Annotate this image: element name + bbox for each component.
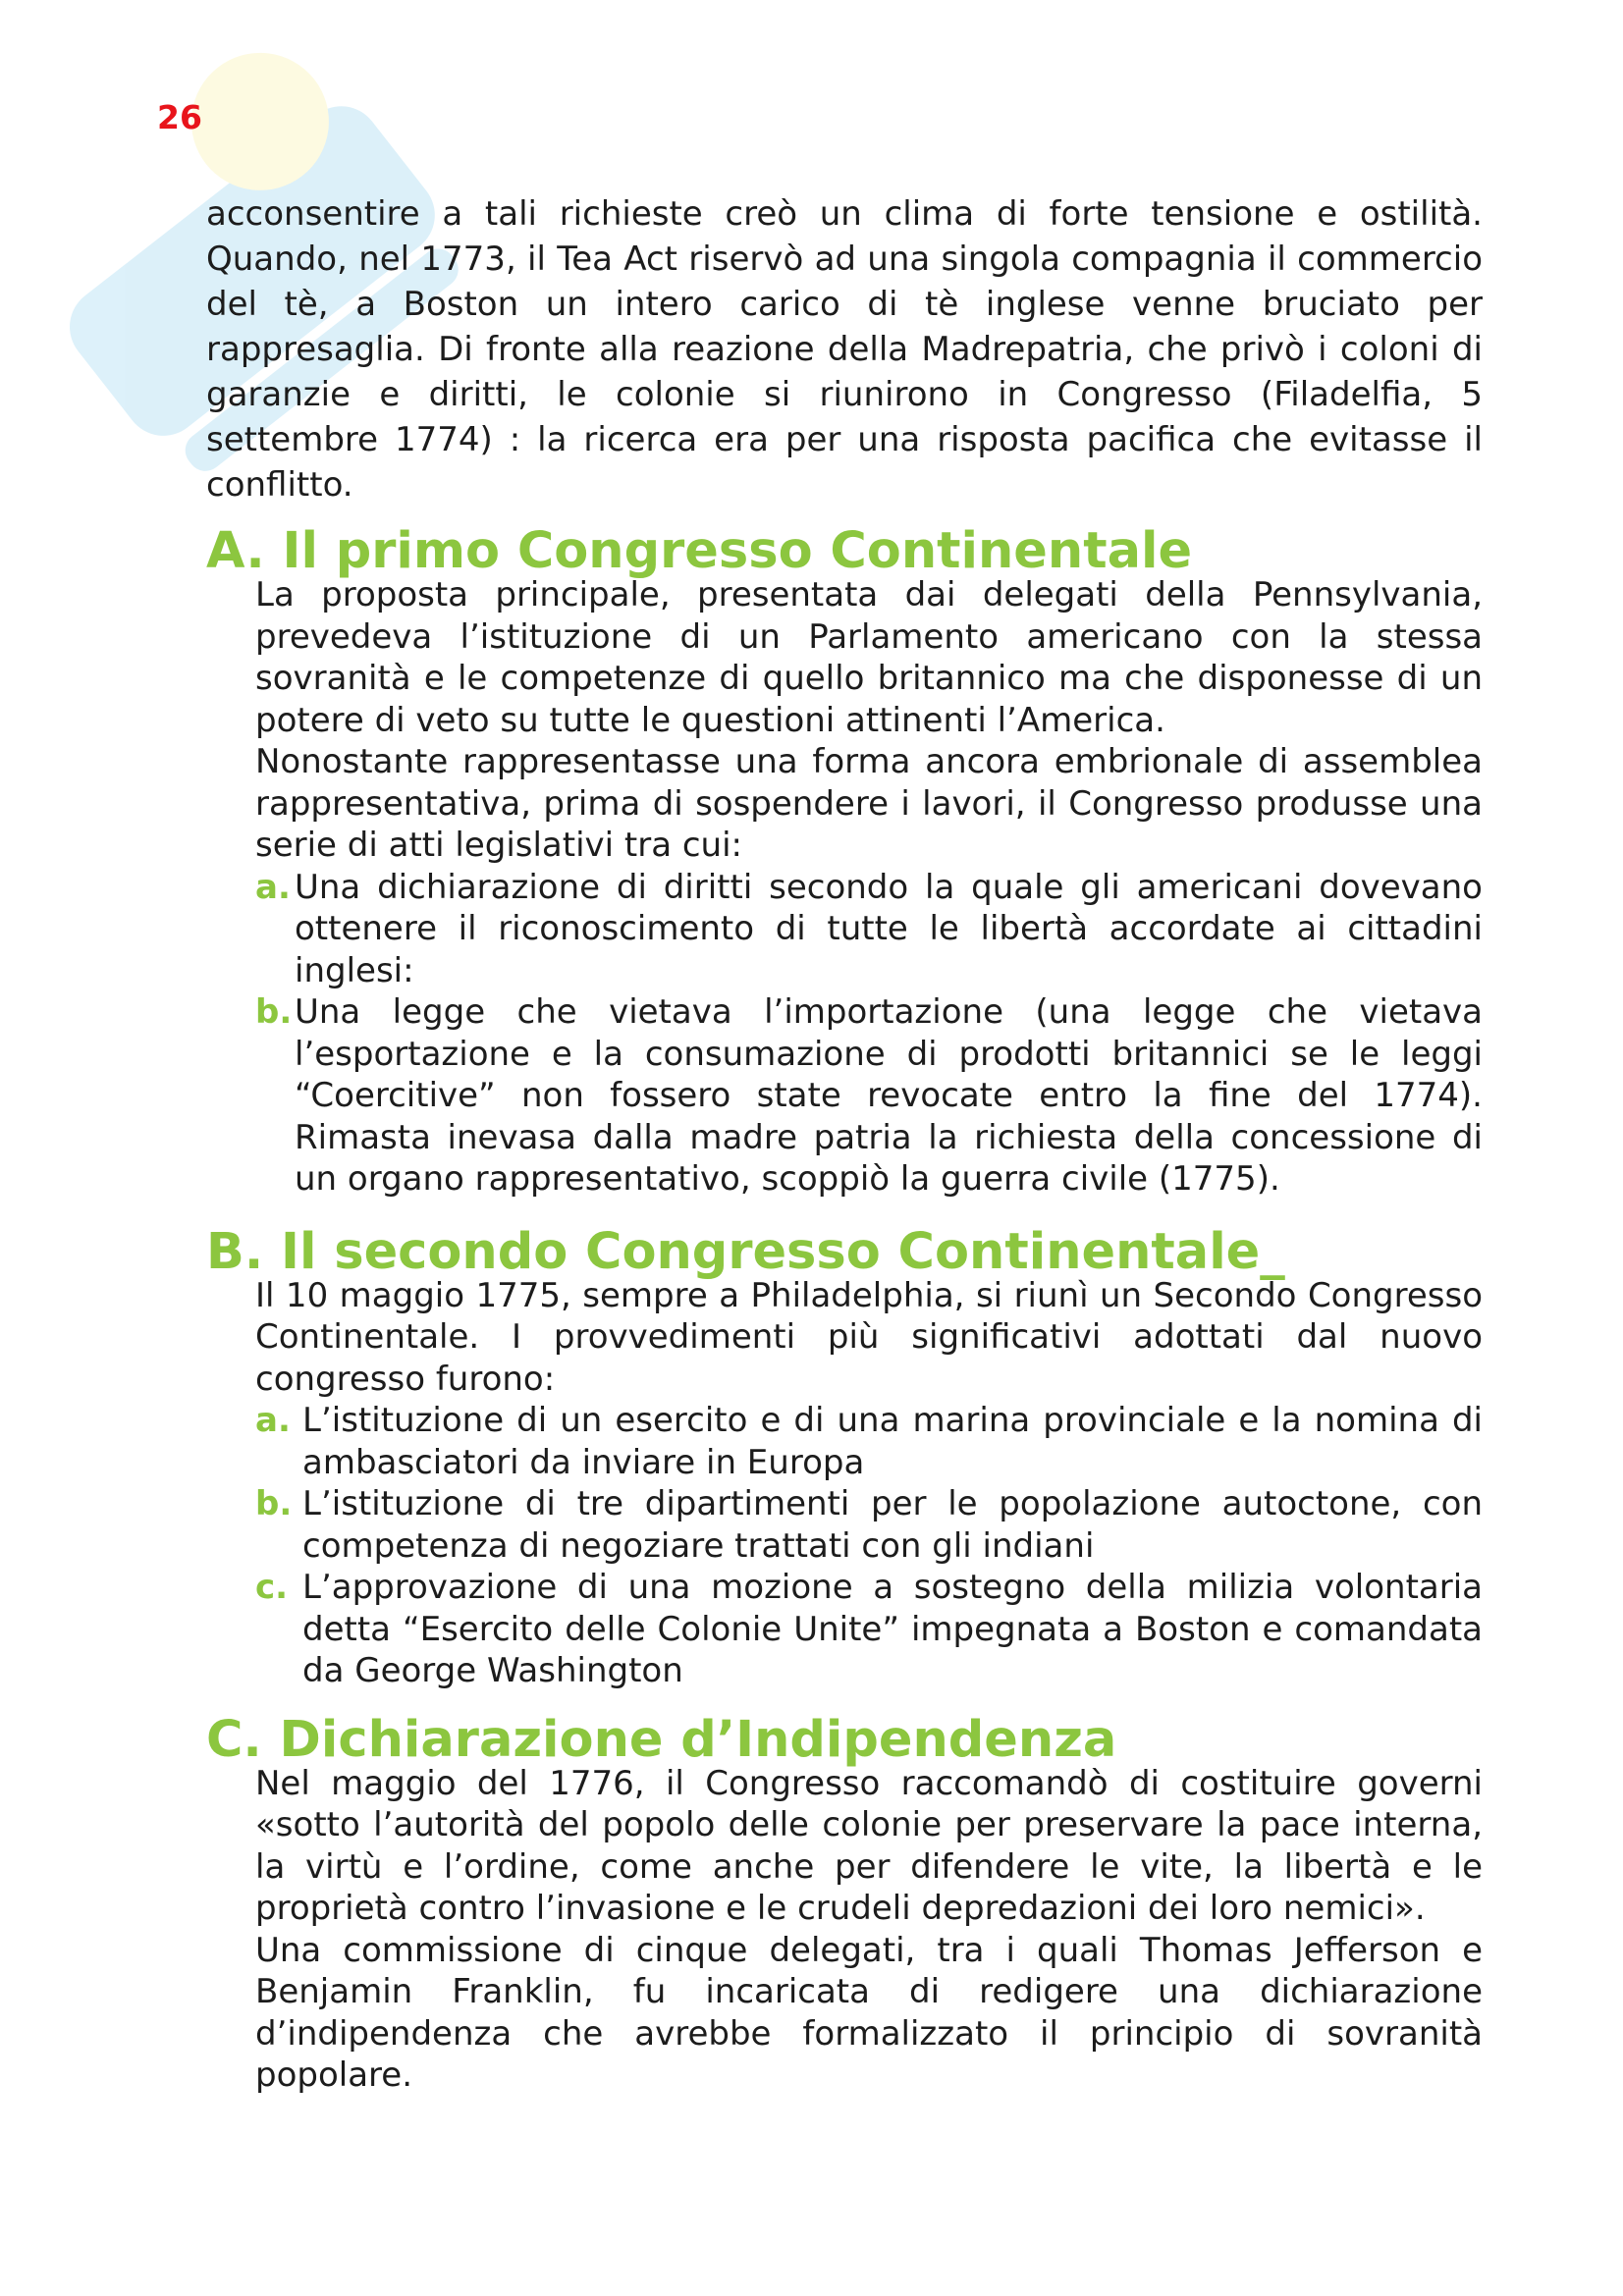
section-b-paragraph-1: Il 10 maggio 1775, sempre a Philadelphia, si riunì un Secondo Congresso Continentale. I provvedimenti più significativi adottati dal nuovo congresso furono: — [255, 1275, 1483, 1399]
list-marker: b. — [255, 1484, 293, 1523]
list-marker: a. — [255, 1401, 291, 1440]
section-heading-a: A. Il primo Congresso Continentale — [206, 522, 1193, 580]
section-c-paragraph-1: Nel maggio del 1776, il Congresso raccomandò di costituire governi «sotto l’autorità del popolo delle colonie per preservare la pace interna, la virtù e l’ordine, come anche per difendere le vite, la libertà e le proprietà contro l’invasione e le crudeli depredazioni dei loro nemici». — [255, 1763, 1483, 1928]
list-item-text: Una dichiarazione di diritti secondo la quale gli americani dovevano ottenere il riconoscimento di tutte le libertà accordate ai cittadini inglesi: — [295, 867, 1483, 990]
list-item — [255, 867, 1483, 992]
list-marker: a. — [255, 867, 291, 907]
section-body-c — [206, 1763, 1483, 2097]
list-marker: b. — [255, 992, 293, 1032]
list-item — [255, 1400, 1483, 1483]
section-a-paragraph-2: Nonostante rappresentasse una forma ancora embrionale di assemblea rappresentativa, prima di sospendere i lavori, il Congresso produsse una serie di atti legislativi tra cui: — [255, 742, 1483, 865]
section-heading-b: B. Il secondo Congresso Continentale_ — [206, 1222, 1285, 1281]
section-heading-c: C. Dichiarazione d’Indipendenza — [206, 1710, 1117, 1769]
section-a-list — [255, 867, 1483, 1201]
section-c-paragraph-2: Una commissione di cinque delegati, tra i quali Thomas Jefferson e Benjamin Franklin, fu incaricata di redigere una dichiarazione d’indipendenza che avrebbe formalizzato il principio di sovranità popolare. — [255, 1930, 1483, 2095]
list-item — [255, 1567, 1483, 1692]
section-b-list — [255, 1400, 1483, 1692]
list-item-text: Una legge che vietava l’importazione (una legge che vietava l’esportazione e la consumazione di prodotti britannici se le leggi “Coercitive” non fossero state revocate entro la fine del 1774). Rimasta inevasa dalla madre patria la richiesta della concessione di un organo rappresentativo, scoppiò la guerra civile (1775). — [295, 992, 1483, 1199]
list-item-text: L’istituzione di un esercito e di una marina provinciale e la nomina di ambasciatori da inviare in Europa — [302, 1401, 1483, 1482]
section-a-paragraph-1: La proposta principale, presentata dai delegati della Pennsylvania, prevedeva l’istituzione di un Parlamento americano con la stessa sovranità e le competenze di quello britannico ma che disponesse di un potere di veto su tutte le questioni attinenti l’America. — [255, 575, 1483, 740]
list-item — [255, 991, 1483, 1201]
section-body-b — [206, 1275, 1483, 1692]
list-marker: c. — [255, 1568, 289, 1607]
page-content — [206, 191, 1483, 2097]
list-item-text: L’approvazione di una mozione a sostegno della milizia volontaria detta “Esercito delle Colonie Unite” impegnata a Boston e comandata da George Washington — [302, 1568, 1483, 1690]
page-number: 26 — [157, 98, 202, 136]
intro-paragraph: acconsentire a tali richieste creò un clima di forte tensione e ostilità. Quando, nel 1773, il Tea Act riservò ad una singola compagnia il commercio del tè, a Boston un intero carico di tè inglese venne bruciato per rappresaglia. Di fronte alla reazione della Madrepatria, che privò i coloni di garanzie e diritti, le colonie si riunirono in Congresso (Filadelfia, 5 settembre 1774) : la ricerca era per una risposta pacifica che evitasse il conflitto. — [206, 194, 1483, 505]
list-item-text: L’istituzione di tre dipartimenti per le popolazione autoctone, con competenza di negoziare trattati con gli indiani — [302, 1484, 1483, 1566]
list-item — [255, 1483, 1483, 1567]
section-body-a — [206, 574, 1483, 1201]
